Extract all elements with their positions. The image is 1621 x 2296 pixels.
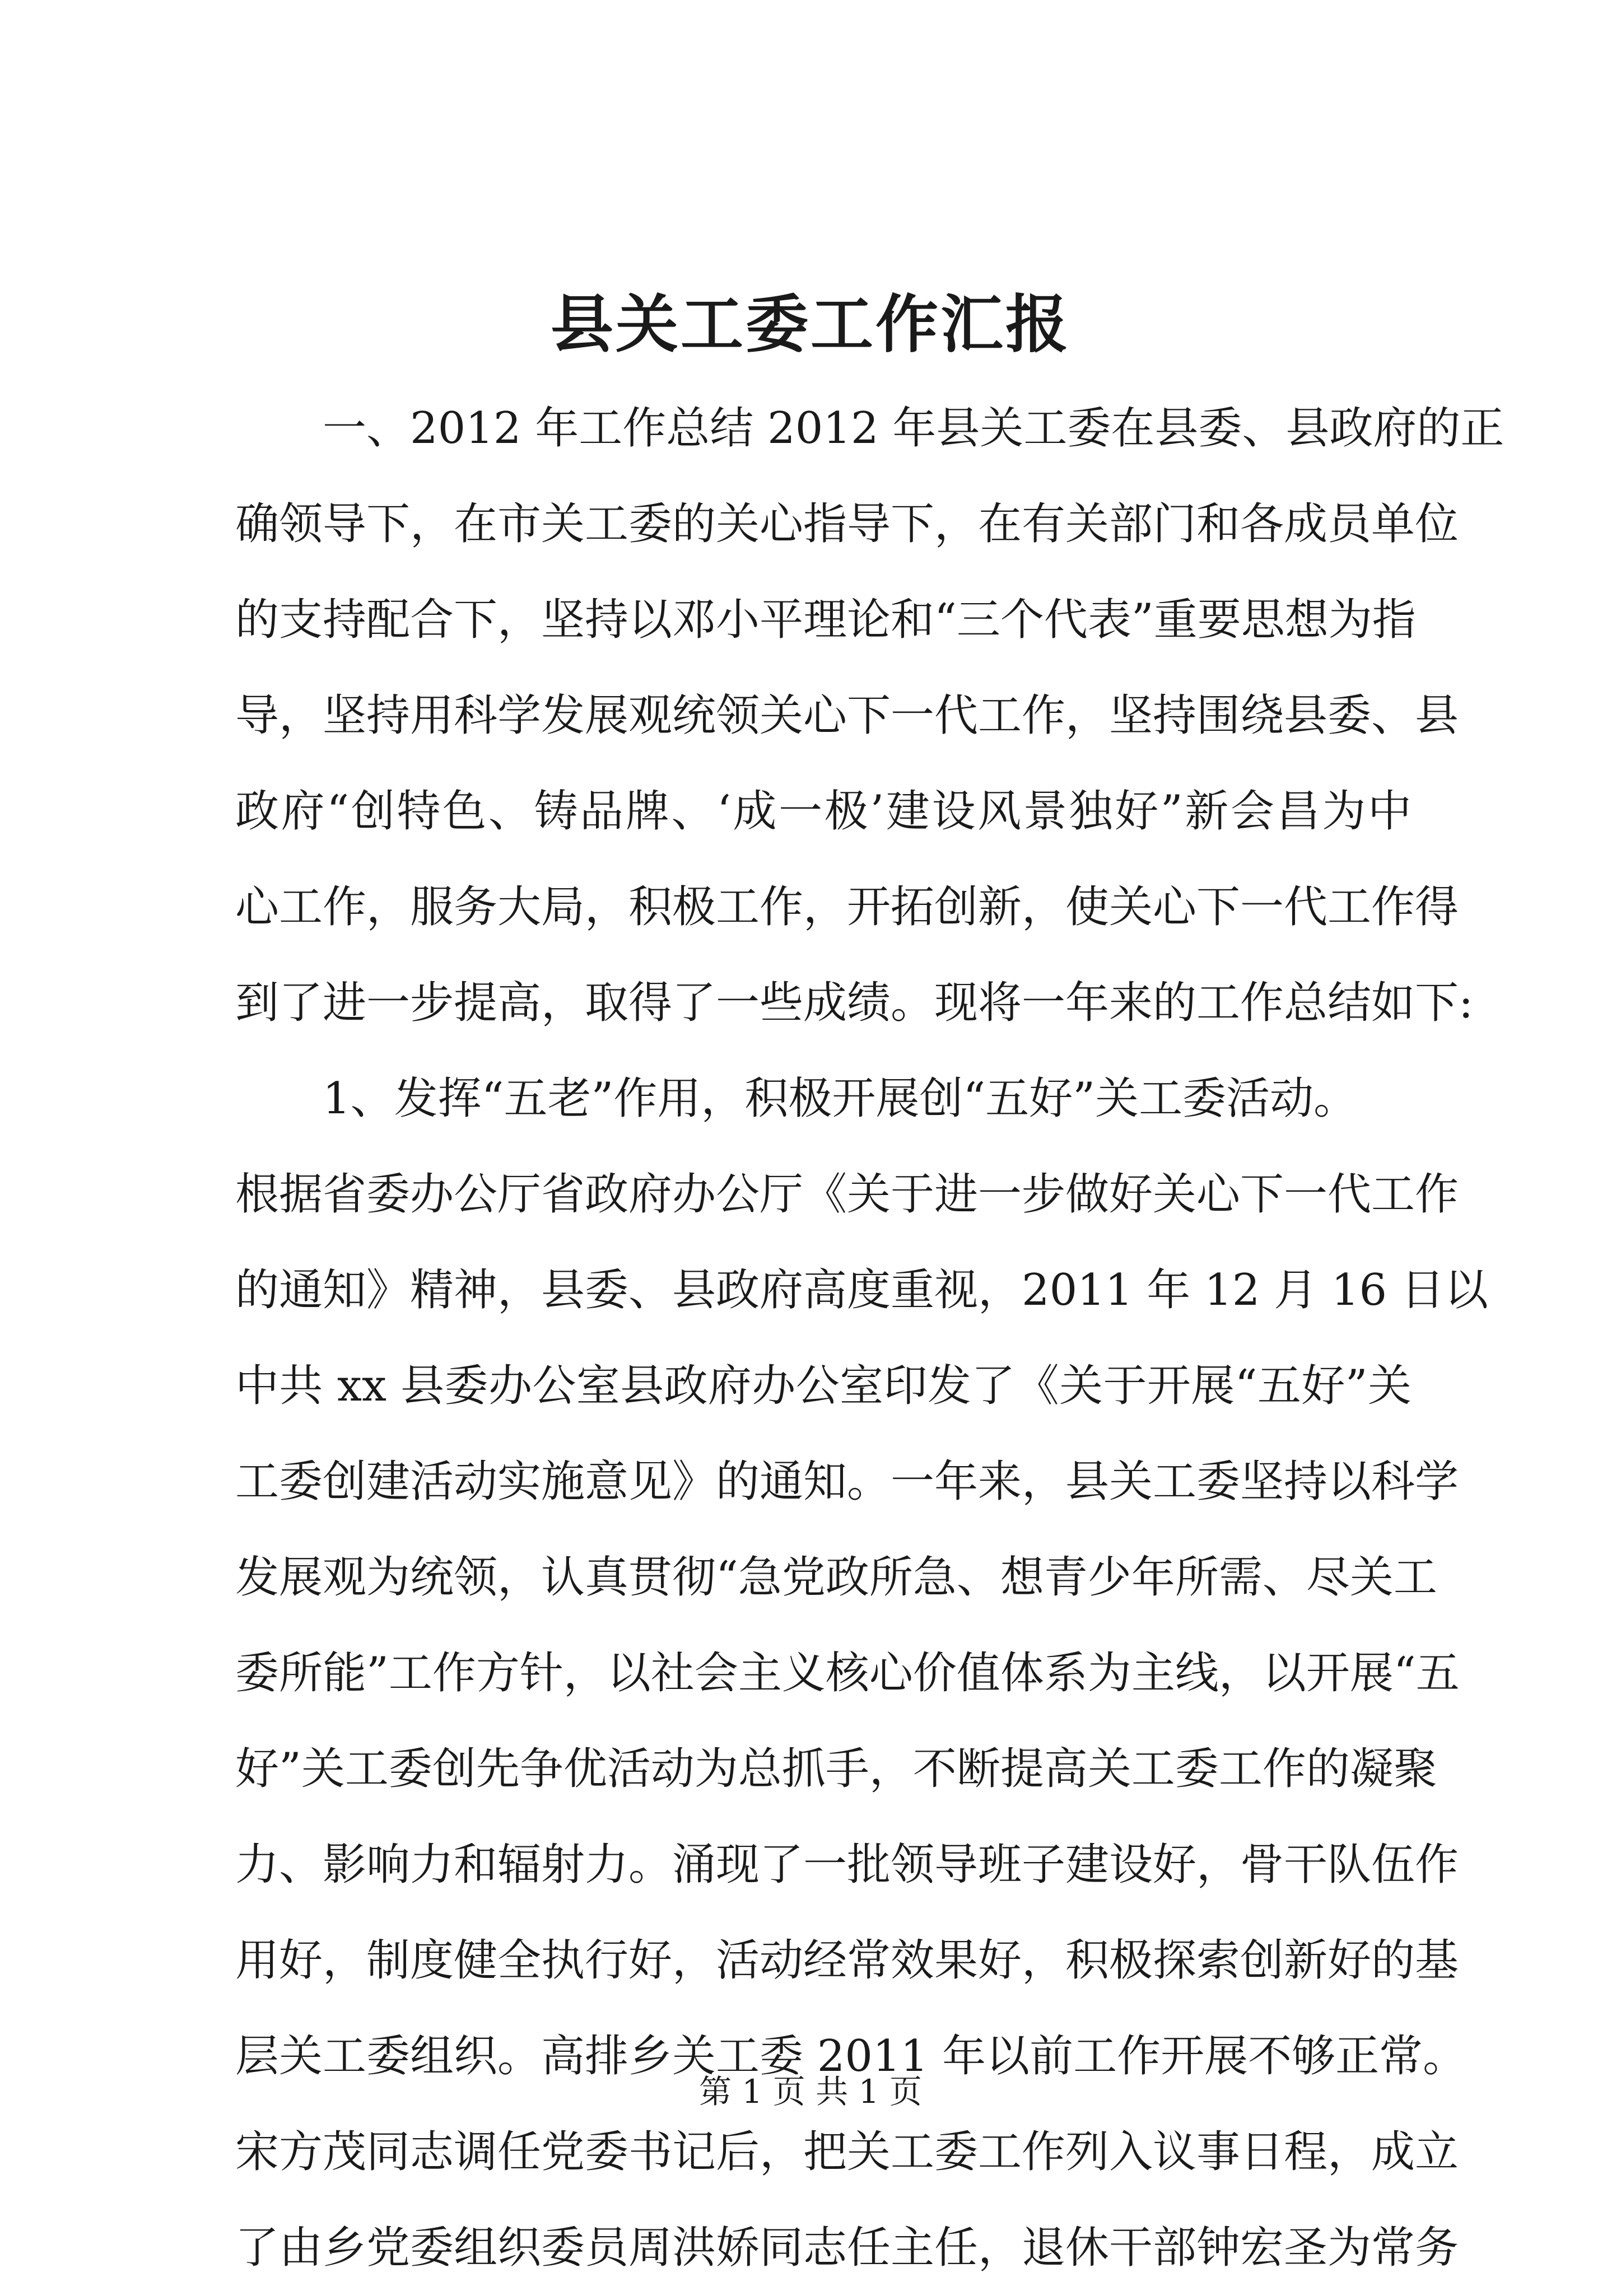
body-line: 导，坚持用科学发展观统领关心下一代工作，坚持围绕县委、县 [235,690,1459,741]
document-title: 县关工委工作汇报 [551,288,1070,361]
body-line: 一、2012 年工作总结 2012 年县关工委在县委、县政府的正 [323,403,1504,454]
body-line: 根据省委办公厅省政府办公厅《关于进一步做好关心下一代工作 [235,1169,1459,1220]
body-line: 用好，制度健全执行好，活动经常效果好，积极探索创新好的基 [235,1935,1459,1986]
body-line: 力、影响力和辐射力。涌现了一批领导班子建设好，骨干队伍作 [235,1840,1459,1890]
body-line: 层关工委组织。高排乡关工委 2011 年以前工作开展不够正常。 [235,2031,1467,2082]
body-line: 发展观为统领，认真贯彻“急党政所急、想青少年所需、尽关工 [235,1552,1437,1603]
page-footer: 第 1 页 共 1 页 [699,2073,922,2111]
body-line: 到了进一步提高，取得了一些成绩。现将一年来的工作总结如下: [235,978,1474,1028]
body-line: 政府“创特色、铸品牌、‘成一极’建设风景独好”新会昌为中 [235,786,1412,837]
body-line: 了由乡党委组织委员周洪娇同志任主任，退休干部钟宏圣为常务 [235,2223,1459,2273]
body-line: 1、发挥“五老”作用，积极开展创“五好”关工委活动。 [323,1074,1358,1124]
body-line: 工委创建活动实施意见》的通知。一年来，县关工委坚持以科学 [235,1457,1459,1507]
body-line: 的通知》精神，县委、县政府高度重视，2011 年 12 月 16 日以 [235,1265,1488,1315]
body-line: 确领导下，在市关工委的关心指导下，在有关部门和各成员单位 [235,499,1459,549]
document-body [235,381,1504,2296]
body-line: 中共 xx 县委办公室县政府办公室印发了《关于开展“五好”关 [235,1361,1412,1411]
body-line: 宋方茂同志调任党委书记后，把关工委工作列入议事日程，成立 [235,2127,1459,2177]
body-line: 委所能”工作方针，以社会主义核心价值体系为主线，以开展“五 [235,1648,1460,1698]
body-line: 好”关工委创先争优活动为总抓手，不断提高关工委工作的凝聚 [235,1744,1437,1794]
body-line: 的支持配合下，坚持以邓小平理论和“三个代表”重要思想为指 [235,595,1416,645]
body-line: 心工作，服务大局，积极工作，开拓创新，使关心下一代工作得 [235,882,1459,932]
